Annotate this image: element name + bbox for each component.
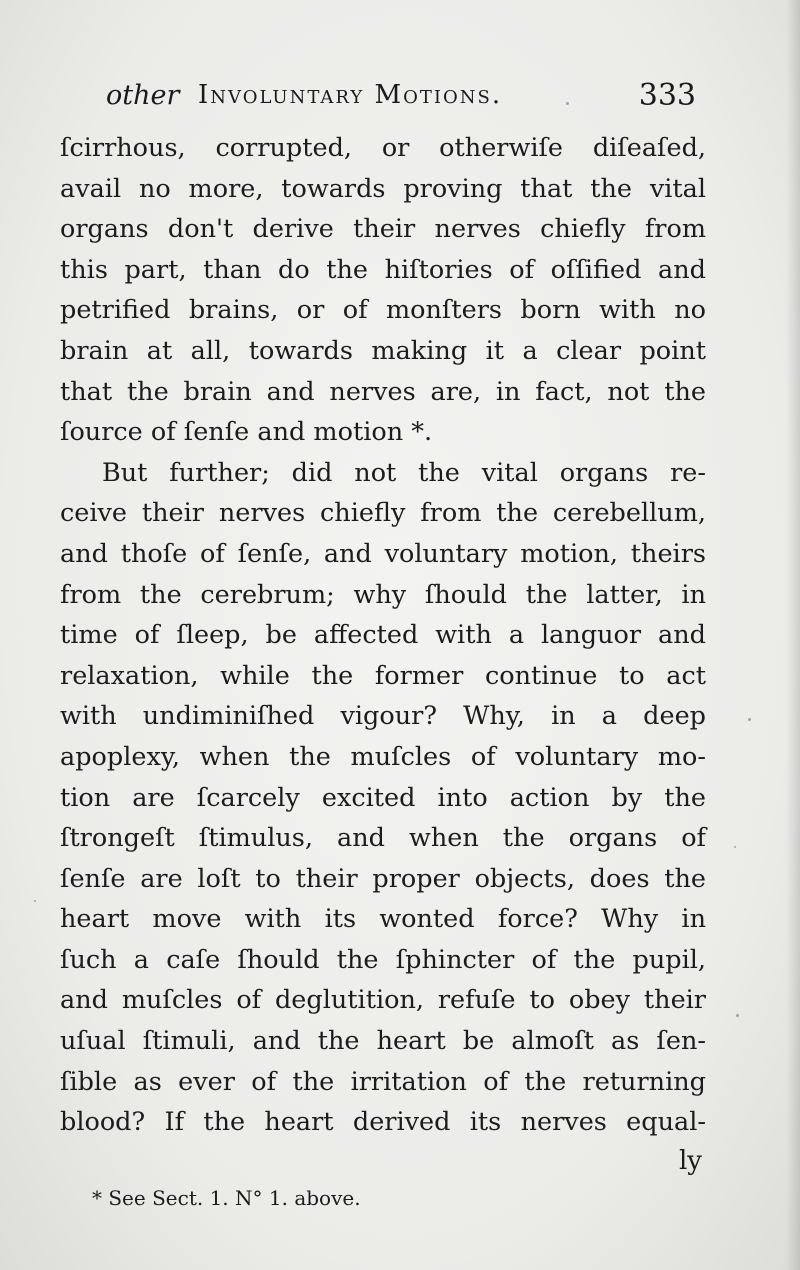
- text-line: uſual ſtimuli, and the heart be almoſt as ſen-: [60, 1026, 706, 1057]
- text-line: ſcirrhous, corrupted, or otherwiſe diſeaſed,: [60, 133, 706, 163]
- text-line: ſtrongeſt ſtimulus, and when the organs of: [60, 823, 706, 854]
- text-line: with undiminiſhed vigour? Why, in a deep: [60, 701, 706, 732]
- text-line: time of ſleep, be affected with a languor and: [60, 620, 706, 651]
- paper-speck: [566, 102, 569, 105]
- text-line: tion are ſcarcely excited into action by the: [60, 782, 706, 813]
- text-line: ſource of ſenſe and motion *.: [60, 417, 433, 448]
- paper-speck: [734, 846, 736, 848]
- catchword: ly: [678, 1146, 702, 1176]
- running-head-title: Involuntary Motions.: [198, 80, 503, 110]
- body-text: [60, 128, 706, 1143]
- paper-speck: [34, 900, 36, 902]
- paper-speck: [748, 718, 751, 721]
- running-head: [106, 74, 696, 118]
- text-line: organs don't derive their nerves chiefly from: [60, 214, 706, 245]
- text-line: ceive their nerves chiefly from the cerebellum,: [60, 498, 706, 529]
- text-line: brain at all, towards making it a clear point: [60, 335, 706, 366]
- text-line: ſible as ever of the irritation of the returning: [60, 1066, 706, 1097]
- text-line: that the brain and nerves are, in fact, not the: [60, 376, 706, 407]
- footnote: * See Sect. 1. N° 1. above.: [92, 1186, 361, 1210]
- text-line: ſuch a caſe ſhould the ſphincter of the pupil,: [60, 944, 706, 975]
- text-line: and muſcles of deglutition, refuſe to obey their: [60, 985, 706, 1016]
- text-line: relaxation, while the former continue to act: [60, 660, 706, 691]
- text-line: from the cerebrum; why ſhould the latter, in: [60, 579, 706, 610]
- text-line: But further; did not the vital organs re-: [102, 457, 706, 488]
- page-number: 333: [638, 78, 696, 113]
- text-line: heart move with its wonted force? Why in: [60, 904, 706, 935]
- page-edge-shadow: [786, 0, 800, 1270]
- text-line: and thoſe of ſenſe, and voluntary motion, theirs: [60, 538, 706, 569]
- paper-speck: [736, 1014, 739, 1017]
- text-line: blood? If the heart derived its nerves equal-: [60, 1107, 706, 1138]
- running-head-italic: other: [106, 80, 180, 111]
- text-line: ſenſe are loſt to their proper objects, does the: [60, 863, 706, 894]
- text-line: petrified brains, or of monſters born with no: [60, 295, 706, 326]
- text-line: avail no more, towards proving that the vital: [60, 173, 706, 204]
- text-line: this part, than do the hiſtories of oſſified and: [60, 254, 706, 285]
- text-line: apoplexy, when the muſcles of voluntary mo-: [60, 741, 706, 772]
